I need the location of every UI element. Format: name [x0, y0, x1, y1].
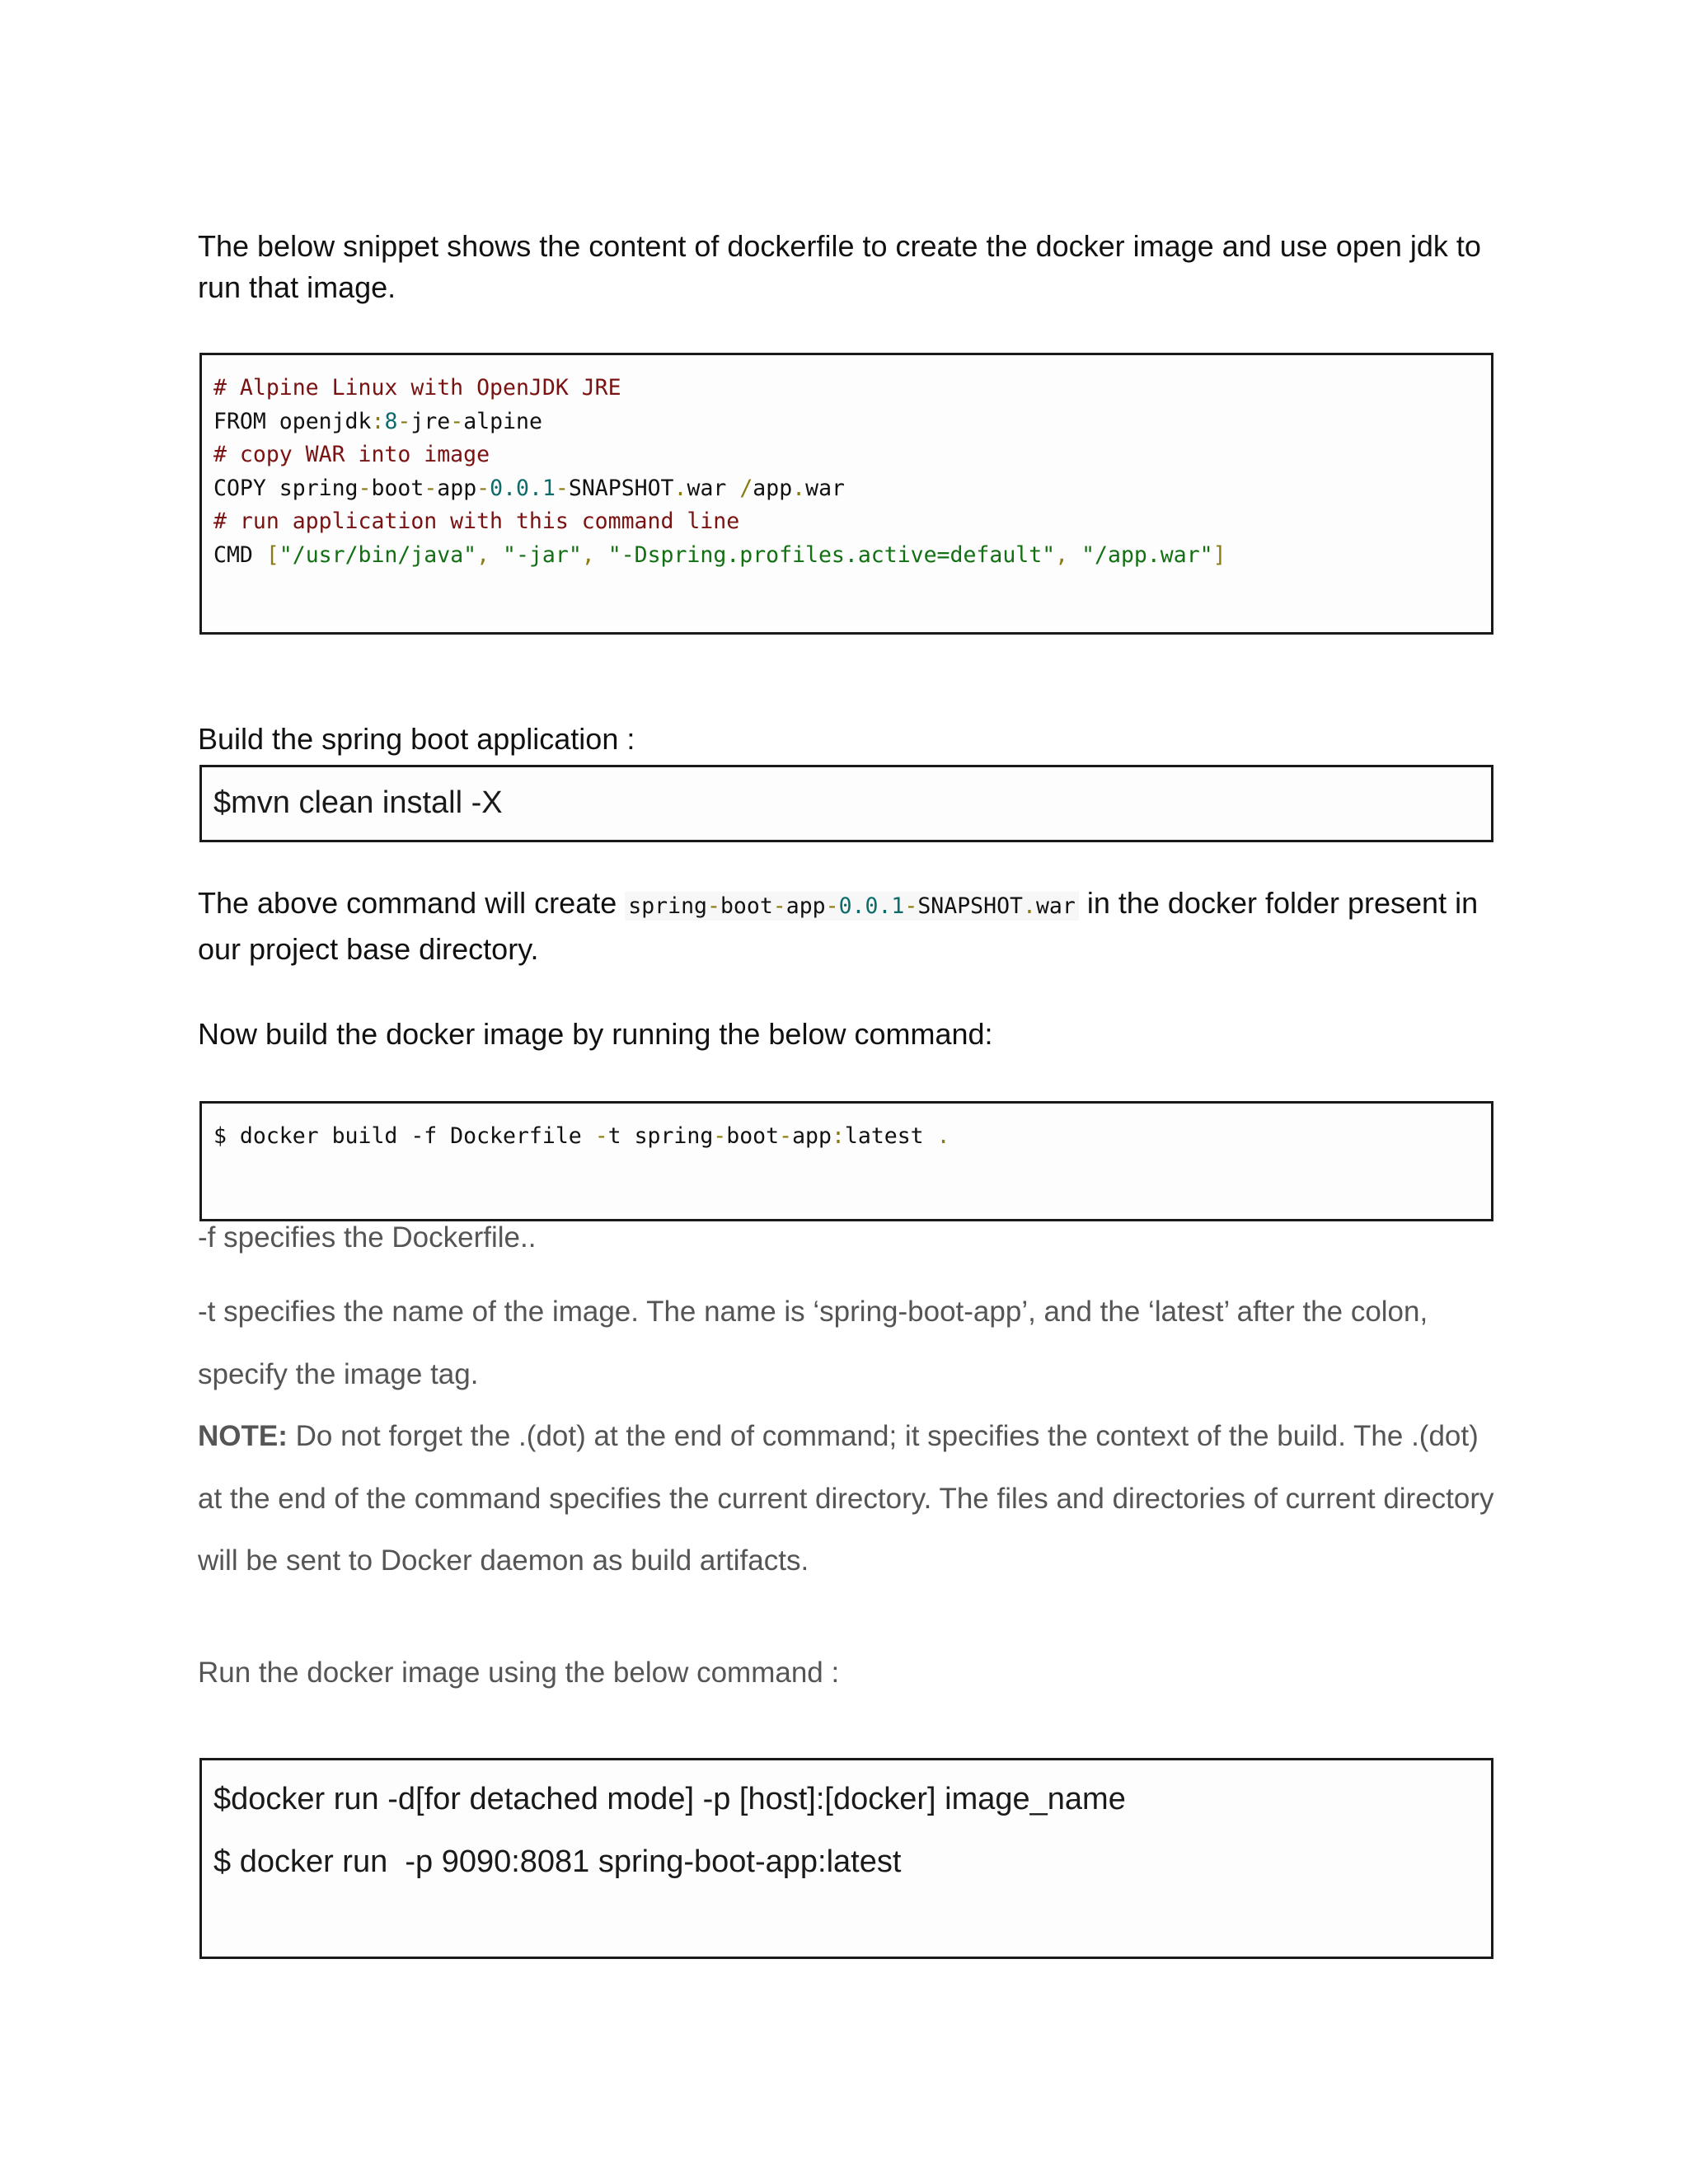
code-token: : — [371, 408, 385, 434]
code-token: - — [825, 893, 839, 919]
code-token: - — [779, 1123, 793, 1149]
code-number: 8 — [384, 408, 398, 434]
code-token: - — [476, 475, 490, 501]
code-token: . — [792, 475, 806, 501]
code-token: - — [594, 1123, 608, 1149]
code-token: , — [1055, 541, 1082, 568]
code-token: spring — [265, 475, 359, 501]
code-token: boot — [720, 893, 773, 919]
code-token: - — [904, 893, 918, 919]
code-token: SNAPSHOT — [917, 893, 1023, 919]
code-token: t spring — [607, 1123, 714, 1149]
above-command-paragraph — [198, 882, 1500, 971]
code-token: , — [476, 541, 504, 568]
paragraph-text: The above command will create — [198, 886, 626, 920]
docker-build-command — [213, 1120, 1479, 1154]
code-token: war — [1035, 893, 1076, 919]
code-comment: # copy WAR into image — [213, 442, 490, 467]
mvn-command: $mvn clean install -X — [213, 785, 503, 820]
code-number: 0.0.1 — [490, 475, 556, 501]
code-token: app — [785, 893, 826, 919]
code-token: - — [706, 893, 720, 919]
build-heading: Build the spring boot application : — [198, 722, 635, 756]
code-keyword: COPY — [213, 475, 266, 501]
code-token: - — [358, 475, 372, 501]
run-heading: Run the docker image using the below command : — [198, 1657, 840, 1689]
dockerfile-code-block — [199, 353, 1493, 635]
code-token: $ docker build -f Dockerfile — [213, 1123, 595, 1149]
code-line — [213, 438, 1479, 472]
paragraph-text: in the docker folder present in our project base directory. — [198, 886, 1479, 966]
code-token: , — [581, 541, 608, 568]
f-flag-explanation: -f specifies the Dockerfile.. — [198, 1221, 537, 1254]
code-string: "-Dspring.profiles.active=default" — [607, 541, 1056, 568]
code-token: openjdk — [265, 408, 372, 434]
intro-paragraph: The below snippet shows the content of dockerfile to create the docker image and use open jdk to run that image. — [198, 229, 1481, 304]
note-label: NOTE: — [198, 1420, 288, 1452]
code-token: . — [936, 1123, 950, 1149]
code-comment: # run application with this command line — [213, 509, 740, 534]
code-string: "/usr/bin/java" — [279, 541, 477, 568]
code-token: / — [739, 475, 753, 501]
code-token: latest — [844, 1123, 937, 1149]
code-token: - — [555, 475, 569, 501]
note-text: Do not forget the .(dot) at the end of command; it specifies the context of the build. The .(dot) at the end of the command specifies the current directory. The files and directories of current directory will be sent to Docker daemon as build artifacts. — [198, 1420, 1494, 1577]
code-line — [213, 505, 1479, 539]
code-token: war — [687, 475, 740, 501]
t-flag-explanation: -t specifies the name of the image. The name is ‘spring-boot-app’, and the ‘latest’ after the colon, specify the image tag. — [198, 1296, 1428, 1390]
inline-code-war — [625, 892, 1079, 921]
code-string: "/app.war" — [1081, 541, 1213, 568]
code-token: app — [753, 475, 793, 501]
code-comment: # Alpine Linux with OpenJDK JRE — [213, 375, 621, 401]
code-line — [213, 539, 1479, 573]
code-token: . — [1022, 893, 1036, 919]
code-keyword: FROM — [213, 408, 266, 434]
code-token: boot — [726, 1123, 780, 1149]
code-token: - — [713, 1123, 727, 1149]
docker-build-code-block — [199, 1101, 1493, 1221]
code-token: - — [424, 475, 438, 501]
code-token: boot — [371, 475, 424, 501]
mvn-command-block — [199, 765, 1493, 842]
code-token: [ — [252, 541, 279, 568]
docker-run-block — [199, 1758, 1493, 1959]
code-token: SNAPSHOT — [568, 475, 674, 501]
code-line — [213, 372, 1479, 405]
code-token: - — [772, 893, 786, 919]
docker-run-example: $ docker run -p 9090:8081 spring-boot-app:latest — [213, 1844, 902, 1879]
code-number: 0.0.1 — [838, 893, 905, 919]
code-token: : — [831, 1123, 845, 1149]
note-paragraph — [198, 1405, 1500, 1592]
code-token: war — [805, 475, 845, 501]
code-token: app — [792, 1123, 832, 1149]
code-token: jre — [410, 408, 451, 434]
code-token: - — [397, 408, 411, 434]
code-token: - — [450, 408, 464, 434]
code-token: ] — [1212, 541, 1226, 568]
code-line — [213, 472, 1479, 506]
code-token: alpine — [463, 408, 542, 434]
code-token: spring — [628, 893, 707, 919]
code-token: . — [673, 475, 687, 501]
docker-run-syntax: $docker run -d[for detached mode] -p [host]:[docker] image_name — [213, 1782, 1126, 1816]
code-line — [213, 405, 1479, 439]
code-string: "-jar" — [503, 541, 582, 568]
code-keyword: CMD — [213, 541, 253, 568]
code-token: app — [437, 475, 477, 501]
docker-build-heading: Now build the docker image by running the below command: — [198, 1017, 993, 1051]
